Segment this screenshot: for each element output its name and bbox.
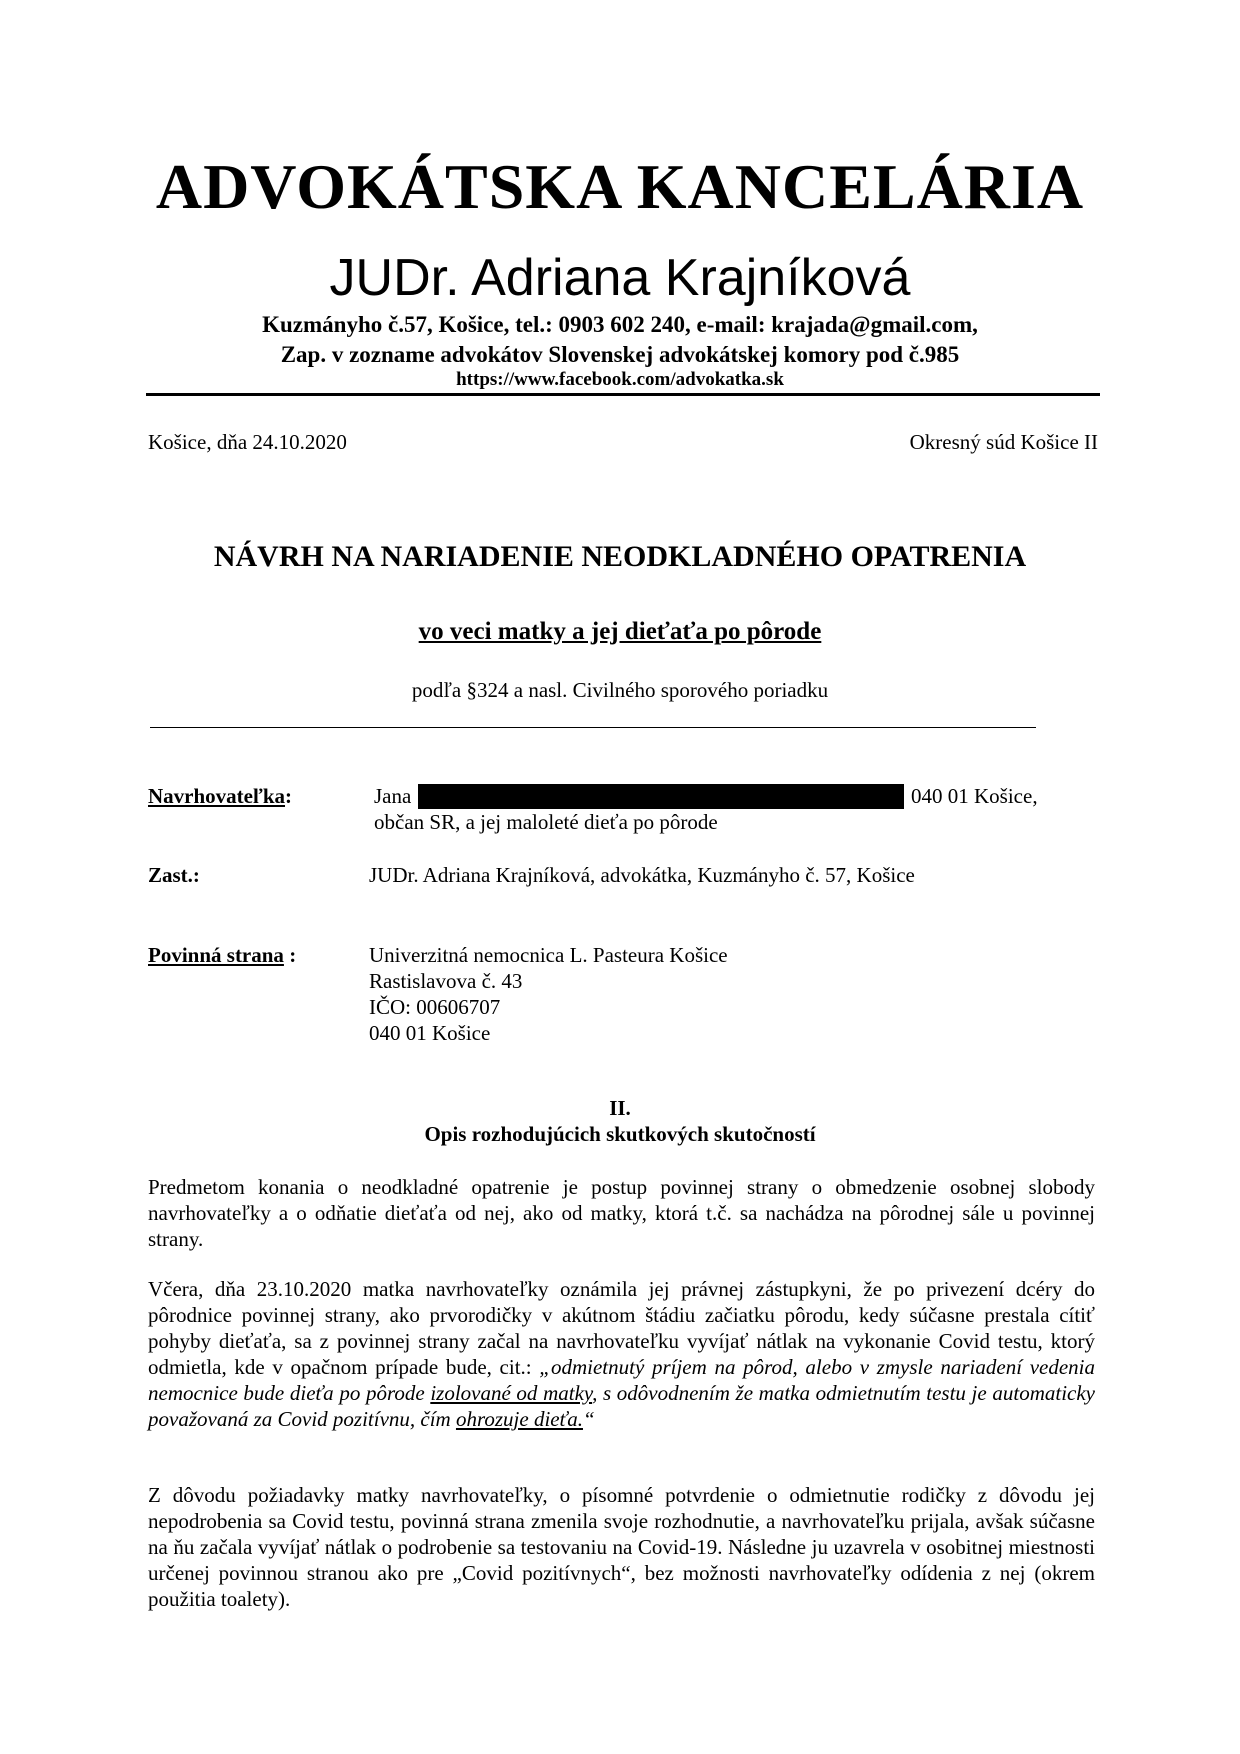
applicant-label: Navrhovateľka xyxy=(148,784,286,808)
document-heading: NÁVRH NA NARIADENIE NEODKLADNÉHO OPATRENIA xyxy=(213,540,1027,573)
applicant-colon: : xyxy=(285,784,293,808)
registry-line: Zap. v zozname advokátov Slovenskej advokátskej komory pod č.985 xyxy=(280,342,960,367)
respondent-colon: : xyxy=(283,943,297,967)
section-number: II. xyxy=(609,1096,631,1120)
letterhead-divider xyxy=(146,393,1100,396)
respondent-line-3: IČO: 00606707 xyxy=(369,995,501,1019)
redaction-bar xyxy=(418,784,904,809)
paragraph-2 xyxy=(148,1276,1095,1432)
applicant-label-wrap xyxy=(148,783,292,809)
paragraph-2-text: Včera, dňa 23.10.2020 matka navrhovateľky oznámila jej právnej zástupkyni, že po privezení dcéry do pôrodnice povinnej strany, ako prvorodičky v akútnom štádiu začiatku pôrodu, kedy súčasne prestala cítiť pohyby dieťaťa, sa z povinnej strany začal na navrhovateľku vyvíjať nátlak na vykonanie Covid testu, ktorý odmietla, kde v opačnom prípade bude, cit.: xyxy=(148,1277,1095,1379)
respondent-line-1: Univerzitná nemocnica L. Pasteura Košice xyxy=(369,943,728,967)
applicant-line2: občan SR, a jej maloleté dieťa po pôrode xyxy=(374,810,718,834)
heading-divider xyxy=(150,727,1036,728)
contact-line: Kuzmányho č.57, Košice, tel.: 0903 602 240, e-mail: krajada@gmail.com, xyxy=(262,312,978,337)
section-title: Opis rozhodujúcich skutkových skutočností xyxy=(424,1122,816,1146)
place-date: Košice, dňa 24.10.2020 xyxy=(148,430,347,454)
rep-value: JUDr. Adriana Krajníková, advokátka, Kuzmányho č. 57, Košice xyxy=(369,863,915,887)
paragraph-2-quote-b: , s odôvodnením že matka odmietnutím testu je automaticky považovaná za Covid pozitívnu, čím xyxy=(148,1381,1095,1431)
rep-label: Zast.: xyxy=(148,863,200,887)
document-subheading: vo veci matky a jej dieťaťa po pôrode xyxy=(418,618,822,645)
applicant-first-name: Jana xyxy=(374,784,412,808)
firm-title: ADVOKÁTSKA KANCELÁRIA xyxy=(155,151,1085,222)
website-link[interactable]: https://www.facebook.com/advokatka.sk xyxy=(456,369,784,390)
respondent-line-2: Rastislavova č. 43 xyxy=(369,969,523,993)
respondent-label: Povinná strana xyxy=(148,943,284,967)
legal-basis: podľa §324 a nasl. Civilného sporového poriadku xyxy=(411,678,829,702)
applicant-city: 040 01 Košice, xyxy=(911,784,1038,808)
respondent-line-4: 040 01 Košice xyxy=(369,1021,491,1045)
lawyer-name: JUDr. Adriana Krajníková xyxy=(329,249,911,307)
court-name: Okresný súd Košice II xyxy=(909,430,1098,454)
paragraph-2-quote-underlined-2: ohrozuje dieťa. xyxy=(455,1407,583,1431)
paragraph-2-quote-underlined-1: izolované od matky xyxy=(430,1381,593,1405)
paragraph-1: Predmetom konania o neodkladné opatrenie je postup povinnej strany o obmedzenie osobnej slobody navrhovateľky a o odňatie dieťaťa od nej, ako od matky, ktorá t.č. sa nachádza na pôrodnej sále u povinnej strany. xyxy=(148,1175,1095,1251)
paragraph-2-quote-end: “ xyxy=(582,1407,595,1431)
paragraph-2-quote-a: „odmietnutý príjem na pôrod, alebo v zmysle nariadení vedenia nemocnice bude dieťa po pôrode xyxy=(148,1355,1095,1405)
paragraph-3: Z dôvodu požiadavky matky navrhovateľky, o písomné potvrdenie o odmietnutie rodičky z dôvodu jej nepodrobenia sa Covid testu, povinná strana zmenila svoje rozhodnutie, a navrhovateľku prijala, avšak súčasne na ňu začala vyvíjať nátlak o podrobenie sa testovaniu na Covid-19. Následne ju uzavrela v osobitnej miestnosti určenej povinnou stranou ako pre „Covid pozitívnych“, bez možnosti navrhovateľky odídenia z nej (okrem použitia toalety). xyxy=(148,1483,1095,1611)
respondent-label-wrap xyxy=(148,942,296,968)
